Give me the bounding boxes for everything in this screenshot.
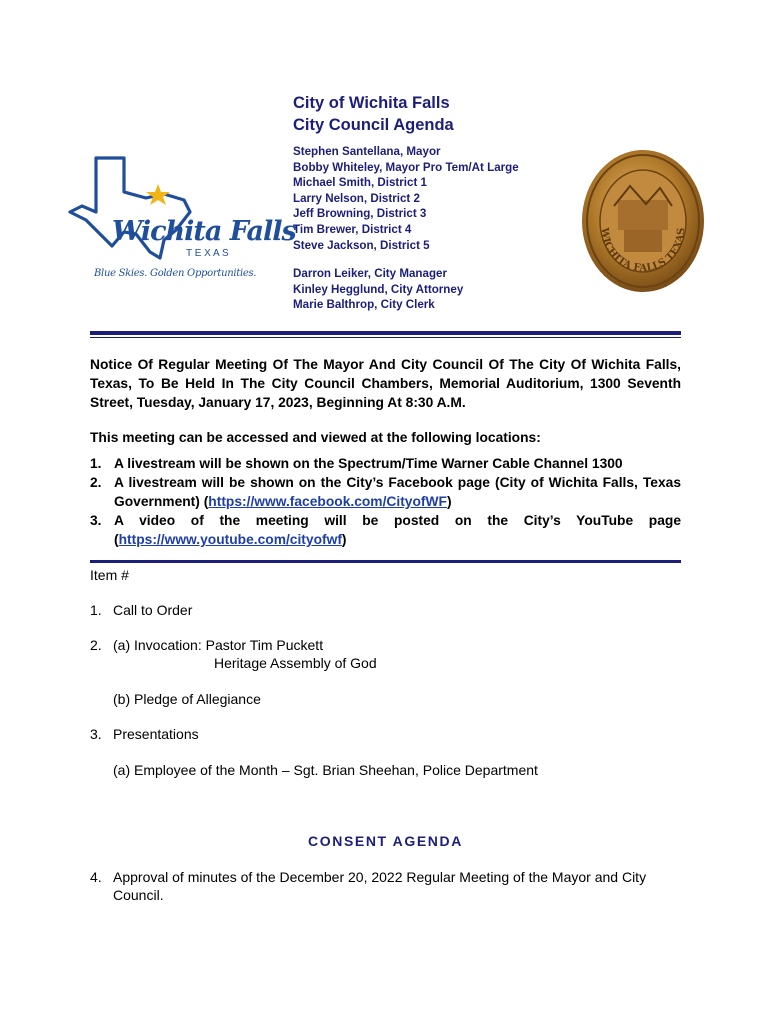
list-number: 1.	[90, 456, 102, 471]
item-number: 3.	[90, 726, 102, 742]
agenda-header	[293, 92, 583, 313]
item-text: Approval of minutes of the December 20, 2022 Regular Meeting of the Mayor and City Council.	[113, 869, 647, 903]
closing-paren: )	[446, 494, 452, 509]
consent-agenda-heading: CONSENT AGENDA	[308, 833, 463, 849]
council-members	[293, 144, 583, 253]
header-divider-thin	[90, 337, 681, 338]
pledge-text: (b) Pledge of Allegiance	[113, 691, 261, 707]
staff-member: Kinley Hegglund, City Attorney	[293, 282, 464, 296]
list-number: 3.	[90, 513, 102, 528]
city-seal	[580, 148, 706, 294]
youtube-link[interactable]: https://www.youtube.com/cityofwf	[118, 532, 342, 547]
section-divider	[90, 560, 681, 563]
city-title: City of Wichita Falls	[293, 94, 450, 112]
meeting-notice: Notice Of Regular Meeting Of The Mayor And City Council Of The City Of Wichita Falls, Texas, To Be Held In The City Council Chambers, Memorial Auditorium, 1300 Seventh Street, Tuesday, January 17, 2023, Beginning At 8:30 A.M.	[90, 357, 681, 410]
access-location-text: A livestream will be shown on the Spectrum/Time Warner Cable Channel 1300	[114, 456, 623, 471]
access-location-item	[90, 511, 681, 549]
access-location-text: A livestream will be shown on the City’s Facebook page (City of Wichita Falls, Texas Government) (	[114, 475, 681, 509]
access-heading: This meeting can be accessed and viewed at the following locations:	[90, 430, 541, 445]
item-text: Presentations	[113, 726, 199, 742]
logo-tagline: Blue Skies. Golden Opportunities.	[94, 268, 257, 279]
item-number: 2.	[90, 637, 102, 653]
council-member: Steve Jackson, District 5	[293, 238, 430, 252]
star-icon	[146, 184, 170, 205]
agenda-title: City Council Agenda	[293, 116, 454, 134]
access-location-text: A video of the meeting will be posted on the City’s YouTube page (	[114, 513, 681, 547]
council-member: Larry Nelson, District 2	[293, 191, 420, 205]
invocation-text: (a) Invocation: Pastor Tim Puckett	[113, 637, 324, 653]
presentation-text: (a) Employee of the Month – Sgt. Brian Sheehan, Police Department	[113, 762, 538, 778]
item-column-header: Item #	[90, 567, 129, 583]
item-text: Call to Order	[113, 602, 193, 618]
list-number: 2.	[90, 475, 102, 490]
council-member: Bobby Whiteley, Mayor Pro Tem/At Large	[293, 160, 519, 174]
item-number: 4.	[90, 869, 102, 885]
access-location-item	[90, 454, 681, 473]
item-number: 1.	[90, 602, 102, 618]
closing-paren: )	[341, 532, 347, 547]
invocation-org: Heritage Assembly of God	[214, 655, 377, 671]
council-member: Jeff Browning, District 3	[293, 207, 427, 221]
access-locations	[90, 454, 681, 549]
seal-text: WICHITA FALLS TEXAS	[598, 227, 688, 275]
council-member: Michael Smith, District 1	[293, 176, 428, 190]
facebook-link[interactable]: https://www.facebook.com/CityofWF	[208, 494, 447, 509]
staff-member: Darron Leiker, City Manager	[293, 267, 447, 281]
wichita-falls-logo	[66, 154, 296, 284]
staff-member: Marie Balthrop, City Clerk	[293, 298, 435, 312]
city-staff	[293, 266, 583, 313]
council-member: Tim Brewer, District 4	[293, 222, 412, 236]
access-location-item	[90, 473, 681, 511]
council-member: Stephen Santellana, Mayor	[293, 145, 441, 158]
header-divider	[90, 331, 681, 335]
logo-state: T E X A S	[186, 248, 229, 259]
logo-wordmark: Wichita Falls	[112, 216, 296, 247]
